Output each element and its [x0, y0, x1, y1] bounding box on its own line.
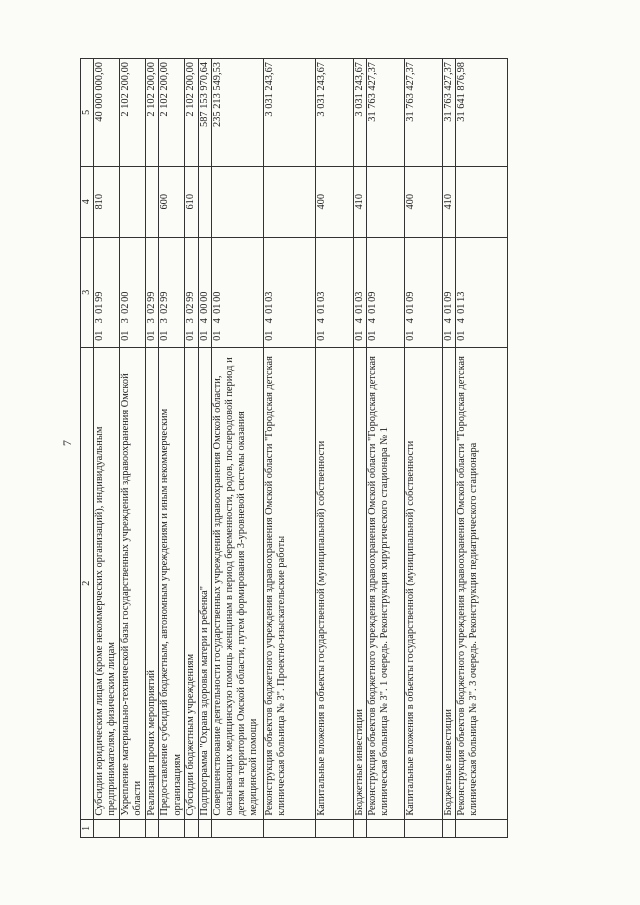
code-part: 4 [263, 318, 275, 324]
code-part: 4 [211, 318, 223, 324]
code-part: 01 [443, 330, 455, 341]
code-part: 00 [120, 291, 132, 302]
row-amount-cell: 40 000 000,00 [94, 59, 120, 167]
row-index-cell [443, 819, 456, 837]
row-name-cell: Реконструкция объектов бюджетного учреждения здравоохранения Омской области "Городская детская клиническая больница № 3". 1 очередь. Реконструкция хирургического стационара № 1 [367, 347, 405, 819]
row-index-cell [185, 819, 198, 837]
table-row [94, 59, 120, 838]
row-vr-cell [263, 166, 315, 237]
row-name-cell: Совершенствование деятельности государственных учреждений здравоохранения Омской области, оказывающих медицинскую помощь женщинам в период беременности, родов, послеродовой период и детям на территории Омской области, путем формирования 3-уровневой системы оказания медицинской помощи [211, 347, 263, 819]
code-part: 02 [120, 303, 132, 314]
code-part: 01 [263, 303, 275, 314]
row-index-cell [367, 819, 405, 837]
row-code-cell [94, 237, 120, 347]
code-part: 01 [211, 303, 223, 314]
table-row [367, 59, 405, 838]
code-part: 02 [185, 303, 197, 314]
row-name-cell: Реализация прочих мероприятий [146, 347, 159, 819]
code-part: 01 [120, 330, 132, 341]
code-part: 4 [456, 318, 468, 324]
row-name-cell: Капитальные вложения в объекты государственной (муниципальной) собственности [405, 347, 443, 819]
code-part: 00 [198, 303, 210, 314]
code-part: 99 [94, 291, 106, 302]
code-part: 01 [198, 330, 210, 341]
row-index-cell [146, 819, 159, 837]
row-index-cell [120, 819, 146, 837]
code-part: 01 [315, 303, 327, 314]
row-name-cell: Субсидии юридическим лицам (кроме некоммерческих организаций), индивидуальным предпринимателям, физическим лицам [94, 347, 120, 819]
code-part: 01 [353, 303, 365, 314]
row-vr-cell: 610 [185, 166, 198, 237]
row-name-cell: Реконструкция объектов бюджетного учреждения здравоохранения Омской области "Городская детская клиническая больница № 3". Проектно-изыскательские работы [263, 347, 315, 819]
code-part: 02 [159, 303, 171, 314]
code-part: 01 [94, 303, 106, 314]
row-amount-cell: 3 031 243,67 [263, 59, 315, 167]
row-name-cell: Бюджетные инвестиции [443, 347, 456, 819]
budget-table [80, 58, 508, 838]
row-amount-cell: 2 102 200,00 [185, 59, 198, 167]
page-number: 7 [60, 440, 74, 446]
row-vr-cell [120, 166, 146, 237]
code-part: 3 [94, 318, 106, 324]
row-index-cell [198, 819, 211, 837]
code-part: 01 [443, 303, 455, 314]
row-name-cell: Реконструкция объектов бюджетного учреждения здравоохранения Омской области "Городская детская клиническая больница № 3". 3 очередь. Реконструкция педиатрического стационара [456, 347, 508, 819]
header-cell-4: 4 [81, 166, 94, 237]
row-amount-cell: 3 031 243,67 [315, 59, 353, 167]
header-row [81, 59, 94, 838]
code-part: 4 [353, 318, 365, 324]
code-part: 03 [315, 291, 327, 302]
row-amount-cell: 587 153 970,64 [198, 59, 211, 167]
row-code-cell [146, 237, 159, 347]
row-amount-cell: 3 031 243,67 [353, 59, 366, 167]
row-vr-cell: 400 [315, 166, 353, 237]
table-row [198, 59, 211, 838]
code-part: 01 [353, 330, 365, 341]
code-part: 02 [146, 303, 158, 314]
row-vr-cell [198, 166, 211, 237]
row-index-cell [211, 819, 263, 837]
row-vr-cell [367, 166, 405, 237]
code-part: 01 [315, 330, 327, 341]
code-part: 01 [185, 330, 197, 341]
row-index-cell [263, 819, 315, 837]
row-vr-cell: 600 [159, 166, 185, 237]
table-row [263, 59, 315, 838]
table-row [443, 59, 456, 838]
code-part: 01 [146, 330, 158, 341]
code-part: 01 [211, 330, 223, 341]
row-code-cell [315, 237, 353, 347]
rotated-table-wrapper [80, 58, 508, 838]
row-index-cell [94, 819, 120, 837]
row-index-cell [353, 819, 366, 837]
row-code-cell [456, 237, 508, 347]
row-name-cell: Бюджетные инвестиции [353, 347, 366, 819]
row-index-cell [315, 819, 353, 837]
row-code-cell [198, 237, 211, 347]
row-amount-cell: 2 102 200,00 [146, 59, 159, 167]
code-part: 03 [353, 291, 365, 302]
row-code-cell [443, 237, 456, 347]
header-cell-5: 5 [81, 59, 94, 167]
code-part: 00 [211, 291, 223, 302]
row-vr-cell: 410 [443, 166, 456, 237]
code-part: 00 [198, 291, 210, 302]
code-part: 01 [367, 330, 379, 341]
table-row [211, 59, 263, 838]
code-part: 99 [146, 291, 158, 302]
table-row [159, 59, 185, 838]
table-row [120, 59, 146, 838]
code-part: 4 [367, 318, 379, 324]
code-part: 01 [159, 330, 171, 341]
row-code-cell [353, 237, 366, 347]
code-part: 09 [443, 291, 455, 302]
row-amount-cell: 31 641 876,98 [456, 59, 508, 167]
code-part: 3 [146, 318, 158, 324]
table-row [456, 59, 508, 838]
row-index-cell [405, 819, 443, 837]
row-code-cell [263, 237, 315, 347]
row-amount-cell: 31 763 427,37 [367, 59, 405, 167]
row-vr-cell: 410 [353, 166, 366, 237]
code-part: 03 [263, 291, 275, 302]
code-part: 09 [367, 291, 379, 302]
code-part: 01 [263, 330, 275, 341]
code-part: 01 [405, 303, 417, 314]
code-part: 3 [185, 318, 197, 324]
row-amount-cell: 2 102 200,00 [159, 59, 185, 167]
table-row [315, 59, 353, 838]
row-name-cell: Субсидии бюджетным учреждениям [185, 347, 198, 819]
code-part: 13 [456, 291, 468, 302]
code-part: 4 [198, 318, 210, 324]
row-amount-cell: 31 763 427,37 [405, 59, 443, 167]
row-vr-cell [211, 166, 263, 237]
code-part: 99 [159, 291, 171, 302]
row-vr-cell: 810 [94, 166, 120, 237]
row-amount-cell: 235 213 549,53 [211, 59, 263, 167]
row-amount-cell: 31 763 427,37 [443, 59, 456, 167]
code-part: 09 [405, 291, 417, 302]
code-part: 4 [405, 318, 417, 324]
row-amount-cell: 2 102 200,00 [120, 59, 146, 167]
table-row [405, 59, 443, 838]
row-code-cell [120, 237, 146, 347]
row-name-cell: Укрепление материально-технической базы государственных учреждений здравоохранения Омской области [120, 347, 146, 819]
code-part: 01 [367, 303, 379, 314]
row-index-cell [456, 819, 508, 837]
code-part: 3 [159, 318, 171, 324]
row-name-cell: Капитальные вложения в объекты государственной (муниципальной) собственности [315, 347, 353, 819]
row-code-cell [367, 237, 405, 347]
header-cell-3: 3 [81, 237, 94, 347]
code-part: 99 [185, 291, 197, 302]
table-row [146, 59, 159, 838]
code-part: 01 [456, 330, 468, 341]
row-vr-cell [456, 166, 508, 237]
header-cell-1: 1 [81, 819, 94, 837]
row-name-cell: Предоставление субсидий бюджетным, автономным учреждениям и иным некоммерческим организациям [159, 347, 185, 819]
header-cell-2: 2 [81, 347, 94, 819]
row-vr-cell: 400 [405, 166, 443, 237]
row-vr-cell [146, 166, 159, 237]
row-code-cell [159, 237, 185, 347]
row-index-cell [159, 819, 185, 837]
code-part: 3 [120, 318, 132, 324]
code-part: 4 [443, 318, 455, 324]
table-row [185, 59, 198, 838]
row-code-cell [405, 237, 443, 347]
row-name-cell: Подпрограмма "Охрана здоровья матери и ребенка" [198, 347, 211, 819]
row-code-cell [211, 237, 263, 347]
row-code-cell [185, 237, 198, 347]
code-part: 01 [94, 330, 106, 341]
table-row [353, 59, 366, 838]
code-part: 4 [315, 318, 327, 324]
code-part: 01 [405, 330, 417, 341]
code-part: 01 [456, 303, 468, 314]
